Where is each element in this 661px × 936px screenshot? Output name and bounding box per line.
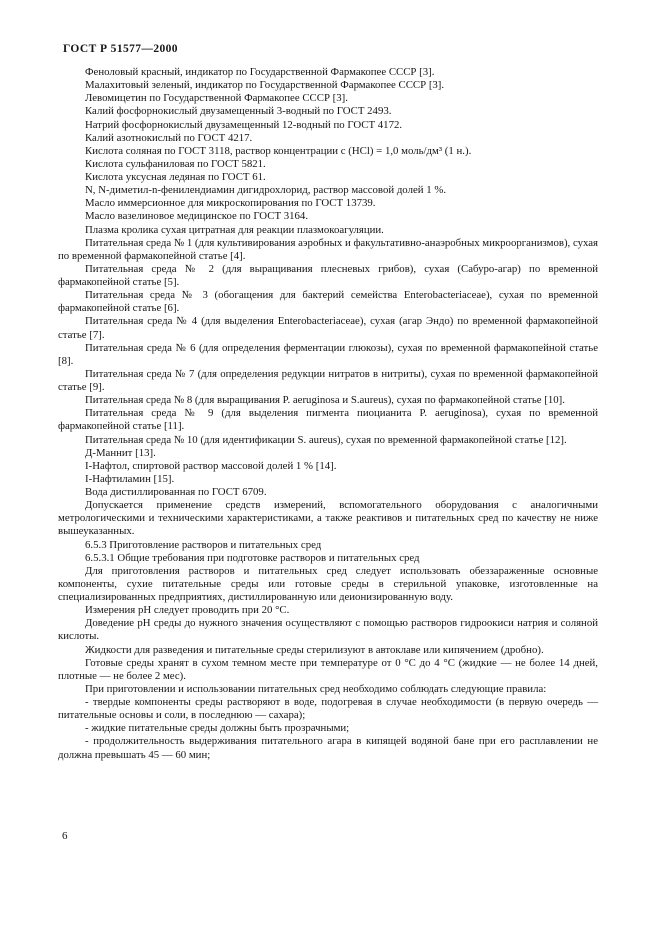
paragraph: Для приготовления растворов и питательных сред следует использовать обеззараженные основные компоненты, сухие питательные среды или готовые среды в стерильной упаковке, изготовленные на специализированных предприятиях, дистиллированную или деионизированную воду. xyxy=(58,564,598,603)
paragraph: Питательная среда № 8 (для выращивания P. aeruginosa и S.aureus), сухая по фармакопейной статье [10]. xyxy=(85,394,565,407)
paragraph: Питательная среда № 9 (для выделения пигмента пиоцианита P. aeruginosa), сухая по временной фармакопейной статье [11]. xyxy=(58,407,598,433)
paragraph: - продолжительность выдерживания питательного агара в кипящей водяной бане при его расплавлении не должна превышать 45 — 60 мин; xyxy=(58,735,598,761)
paragraph: Плазма кролика сухая цитратная для реакции плазмокоагуляции. xyxy=(85,223,384,236)
paragraph: Вода дистиллированная по ГОСТ 6709. xyxy=(85,486,267,498)
paragraph: Масло иммерсионное для микроскопирования по ГОСТ 13739. xyxy=(85,197,376,210)
paragraph: Кислота соляная по ГОСТ 3118, раствор концентрации c (HCl) = 1,0 моль/дм³ (1 н.). xyxy=(85,144,472,157)
page-number: 6 xyxy=(62,830,68,842)
paragraph: Питательная среда № 7 (для определения редукции нитратов в нитриты), сухая по временной фармакопейной статье [9]. xyxy=(58,367,598,393)
paragraph: Жидкости для разведения и питательные среды стерилизуют в автоклаве или кипячением (дробно). xyxy=(85,643,544,656)
paragraph: Кислота уксусная ледяная по ГОСТ 61. xyxy=(85,171,266,183)
paragraph: Калий азотнокислый по ГОСТ 4217. xyxy=(85,131,253,144)
paragraph: I-Нафтиламин [15]. xyxy=(85,472,175,485)
paragraph: Допускается применение средств измерений, вспомогательного оборудования с аналогичными метрологическими и техническими характеристиками, а также реактивов и питательных сред по качеству не ниже вышеуказанных. xyxy=(58,499,598,538)
paragraph: - жидкие питательные среды должны быть прозрачными; xyxy=(85,722,350,735)
paragraph: N, N-диметил-n-фенилендиамин дигидрохлорид, раствор массовой долей 1 %. xyxy=(85,184,447,197)
paragraph: Феноловый красный, индикатор по Государственной Фармакопее СССР [3]. xyxy=(85,66,435,78)
paragraph: 6.5.3.1 Общие требования при подготовке растворов и питательных сред xyxy=(85,551,420,564)
paragraph: Масло вазелиновое медицинское по ГОСТ 3164. xyxy=(85,210,309,223)
paragraph: Питательная среда № 1 (для культивирования аэробных и факультативно-анаэробных микроорганизмов), сухая по временной фармакопейной статье [4]. xyxy=(58,236,599,262)
paragraph: Кислота сульфаниловая по ГОСТ 5821. xyxy=(85,157,266,170)
paragraph: Д-Маннит [13]. xyxy=(85,446,156,459)
paragraph: Малахитовый зеленый, индикатор по Государственной Фармакопее СССР [3]. xyxy=(85,79,445,92)
paragraph: I-Нафтол, спиртовой раствор массовой долей 1 % [14]. xyxy=(85,459,337,472)
document-header: ГОСТ Р 51577—2000 xyxy=(63,43,178,55)
document-paragraphs xyxy=(58,66,598,762)
paragraph: Питательная среда № 6 (для определения ферментации глюкозы), сухая по временной фармакопейной статье [8]. xyxy=(58,341,598,367)
paragraph: - твердые компоненты среды растворяют в воде, подогревая в случае необходимости (в первую очередь — питательные основы и соли, в последнюю — сахара); xyxy=(58,696,598,722)
paragraph: Готовые среды хранят в сухом темном месте при температуре от 0 °С до 4 °С (жидкие — не более 14 дней, плотные — не более 2 мес). xyxy=(58,656,598,682)
paragraph: Питательная среда № 2 (для выращивания плесневых грибов), сухая (Сабуро-агар) по временной фармакопейной статье [5]. xyxy=(58,262,598,288)
paragraph: Левомицетин по Государственной Фармакопее СССР [3]. xyxy=(85,92,348,105)
paragraph: Доведение рН среды до нужного значения осуществляют с помощью растворов гидроокиси натрия и соляной кислоты. xyxy=(58,617,598,643)
paragraph: Измерения рН следует проводить при 20 °С. xyxy=(85,604,290,617)
paragraph: Натрий фосфорнокислый двузамещенный 12-водный по ГОСТ 4172. xyxy=(85,118,403,131)
paragraph: 6.5.3 Приготовление растворов и питательных сред xyxy=(85,538,322,551)
paragraph: Питательная среда № 10 (для идентификации S. aureus), сухая по временной фармакопейной статье [12]. xyxy=(85,433,567,446)
paragraph: Питательная среда № 4 (для выделения Enterobacteriaceae), сухая (агар Эндо) по временной фармакопейной статье [7]. xyxy=(58,315,598,341)
paragraph: При приготовлении и использовании питательных сред необходимо соблюдать следующие правила: xyxy=(85,682,547,695)
paragraph: Калий фосфорнокислый двузамещенный 3-водный по ГОСТ 2493. xyxy=(85,105,392,118)
paragraph: Питательная среда № 3 (обогащения для бактерий семейства Enterobacteriaceae), сухая по временной фармакопейной статье [6]. xyxy=(58,289,598,315)
